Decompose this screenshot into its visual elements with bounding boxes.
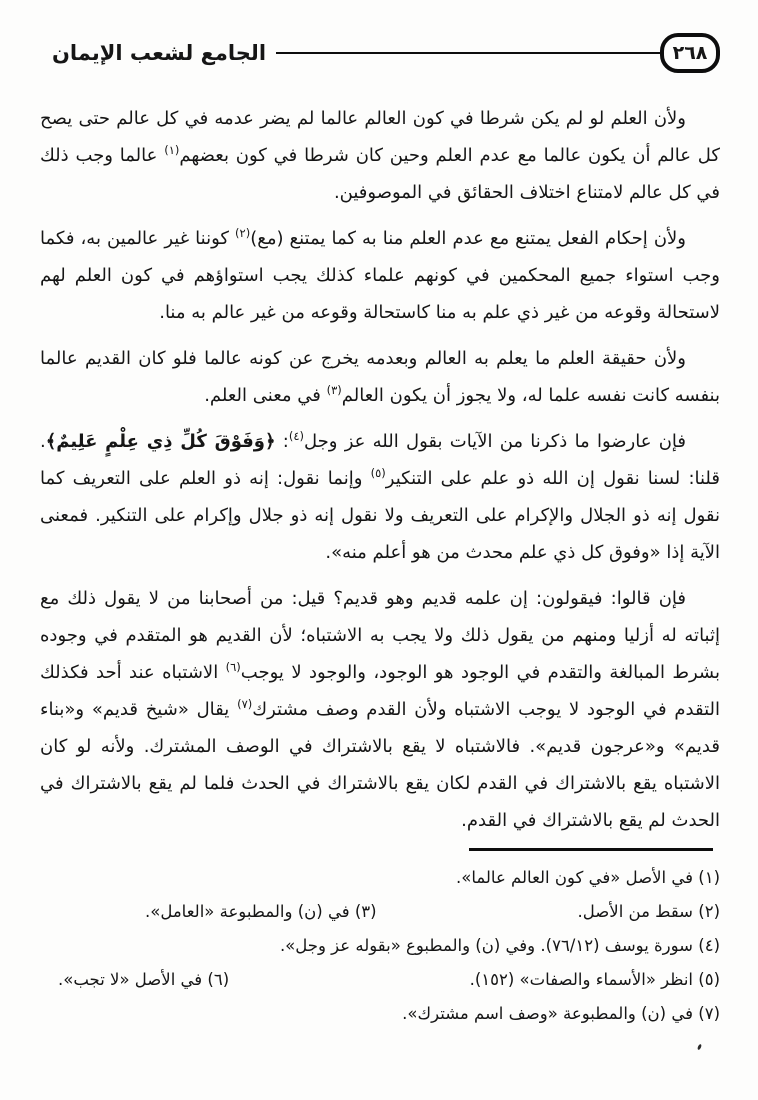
header-rule: [276, 52, 660, 55]
text-segment: فإن قالوا: فيقولون: إن علمه قديم وهو قديم؟ قيل: من أصحابنا من لا يقول ذلك مع إثباته له أزليا ومنهم من يقول ذلك ولا يجب به الاشتباه؛ لأن القديم هو المتقدم في وجوده بشرط المبالغة والتقدم في الوجود هو الوجود، والوجود لا يوجب: [40, 588, 721, 683]
text-segment: :: [275, 431, 289, 452]
paragraph-4: [40, 423, 720, 571]
footnote-row: [40, 861, 720, 895]
footnote-marker: (٦): [225, 660, 241, 674]
text-segment: . قلنا: لسنا نقول إن الله ذو علم على التنكير: [40, 431, 720, 489]
footnote-marker: (٤): [288, 429, 305, 443]
book-title: الجامع لشعب الإيمان: [52, 41, 267, 65]
page-number: ٢٦٨: [672, 42, 708, 64]
page-header: [52, 30, 720, 76]
footnote-marker: (٧): [237, 697, 253, 711]
footnote-marker: (٣): [326, 383, 342, 397]
footnote-row: [40, 963, 720, 997]
paragraph-5: [40, 580, 720, 839]
body-text: [0, 100, 758, 839]
footnote-marker: (٢): [235, 226, 251, 240]
quran-verse: ﴿وَفَوْقَ كُلِّ ذِي عِلْمٍ عَلِيمٌ﴾: [45, 431, 276, 452]
footnote-4: (٤) سورة يوسف (٧٦/١٢). وفي (ن) والمطبوع «بقوله عز وجل».: [279, 936, 720, 955]
paragraph-1: [40, 100, 720, 211]
footnote-marker: (١): [164, 143, 180, 157]
footnote-row: [40, 929, 720, 963]
text-segment: عالما وجب ذلك في كل عالم لامتناع اختلاف الحقائق في الموصوفين.: [40, 145, 720, 203]
footnote-6: (٦) في الأصل «لا تجب».: [58, 970, 230, 989]
text-segment: في معنى العلم.: [204, 385, 327, 406]
page-number-badge: [660, 33, 720, 73]
text-segment: فإن عارضوا ما ذكرنا من الآيات بقول الله عز وجل: [304, 431, 687, 452]
footnote-row: [40, 895, 720, 929]
footnote-row: [40, 997, 720, 1031]
footnote-5: (٥) انظر «الأسماء والصفات» (١٥٢).: [469, 970, 720, 989]
footnotes-section: [0, 848, 758, 1031]
footnote-2: (٢) سقط من الأصل.: [577, 902, 720, 921]
text-segment: وإنما نقول: إنه ذو العلم على التعريف كما نقول إنه ذو الجلال والإكرام على التعريف ولا نقول إنه ذو جلال وإكرام على التنكير. فمعنى الآية إذا «وفوق كل ذي علم محدث من هو أعلم منه».: [40, 468, 720, 563]
paragraph-2: [40, 220, 720, 331]
ink-speck: [697, 1044, 702, 1051]
text-segment: الاشتباه عند أحد فكذلك التقدم في الوجود لا يوجب الاشتباه ولأن القدم وصف مشترك: [40, 662, 720, 720]
footnote-3: (٣) في (ن) والمطبوعة «العامل».: [145, 902, 377, 921]
text-segment: يقال «شيخ قديم» و«بناء قديم» و«عرجون قديم». فالاشتباه لا يقع بالاشتراك في الوصف المشترك. ولأنه لو كان الاشتباه يقع بالاشتراك في القدم لكان يقع بالاشتراك في الحدث فلما لم يقع بالاشتراك في الحدث لم يقع بالاشتراك في القدم.: [40, 699, 720, 831]
text-segment: كوننا غير عالمين به، فكما وجب استواء جميع المحكمين في كونهم علماء كذلك يجب استواؤهم في كون العلم لهم لاستحالة وقوعه من غير ذي علم به منا كاستحالة وقوعه من غير عالم به منا.: [40, 228, 720, 323]
text-segment: ولأن حقيقة العلم ما يعلم به العالم وبعدمه يخرج عن كونه عالما فلو كان القديم عالما بنفسه كانت نفسه علما له، ولا يجوز أن يكون العالم: [40, 348, 720, 406]
footnote-1: (١) في الأصل «في كون العالم عالما».: [455, 868, 720, 887]
footnotes-list: [0, 861, 758, 1031]
text-segment: ولأن إحكام الفعل يمتنع مع عدم العلم منا به كما يمتنع (مع): [250, 228, 686, 249]
footnote-7: (٧) في (ن) والمطبوعة «وصف اسم مشترك».: [402, 1004, 720, 1023]
paragraph-3: [40, 340, 720, 414]
footnote-marker: (٥): [370, 466, 386, 480]
footnote-separator: [469, 848, 713, 851]
text-segment: ولأن العلم لو لم يكن شرطا في كون العالم عالما لم يضر عدمه في كل عالم حتى يصح كل عالم أن يكون عالما مع عدم العلم وحين كان شرطا في كون بعضهم: [40, 108, 720, 166]
